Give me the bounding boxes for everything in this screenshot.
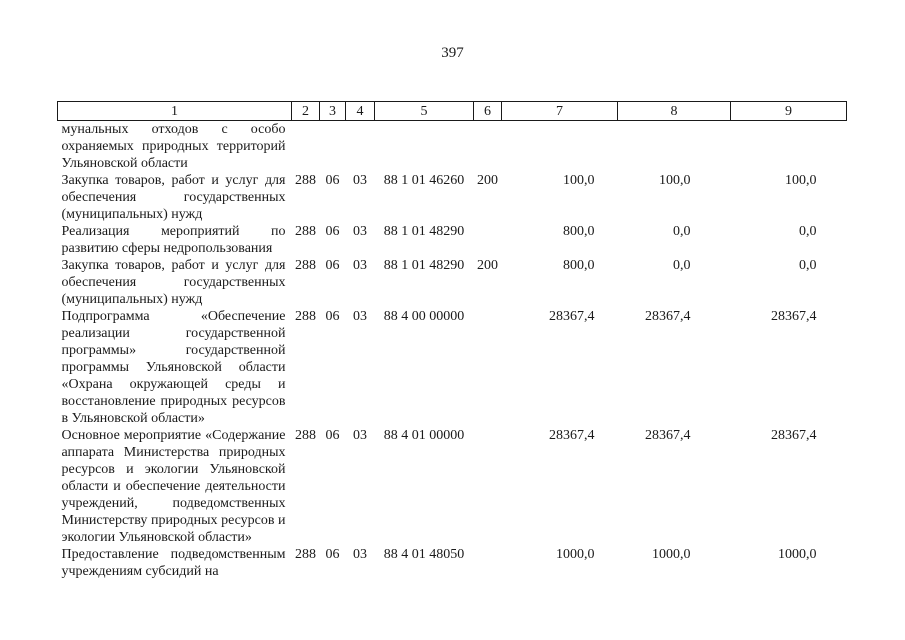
- column-header: 8: [618, 102, 731, 121]
- cell-rz: [320, 121, 346, 173]
- cell-csr: 88 1 01 46260: [383, 173, 465, 188]
- cell-amount-2: 0,0: [673, 258, 691, 273]
- row-name: Предоставление подведомственным учреждениям субсидий на: [61, 547, 286, 579]
- column-header: 9: [731, 102, 847, 121]
- cell-amount-1: 28367,4: [549, 309, 595, 324]
- header-row: [58, 102, 847, 121]
- cell-pr: 03: [353, 309, 367, 324]
- table-row: [58, 172, 847, 223]
- cell-vr: [474, 223, 502, 257]
- cell-rz: 06: [325, 258, 340, 273]
- cell-pr: 03: [353, 224, 367, 239]
- cell-amount-1: [502, 121, 618, 173]
- cell-vr: 200: [477, 173, 498, 188]
- cell-gr: 288: [295, 258, 316, 273]
- cell-csr: 88 4 01 00000: [383, 428, 465, 443]
- row-name: мунальных отходов с особо охраняемых природных территорий Ульяновской области: [61, 122, 286, 171]
- cell-vr: 200: [477, 258, 498, 273]
- table-row: [58, 427, 847, 546]
- cell-gr: 288: [295, 173, 316, 188]
- cell-pr: 03: [353, 258, 367, 273]
- cell-amount-3: 28367,4: [771, 309, 817, 324]
- table-header: [58, 102, 847, 121]
- cell-amount-3: [731, 121, 847, 173]
- cell-amount-3: 28367,4: [771, 428, 817, 443]
- cell-csr: [375, 121, 474, 173]
- table-row: [58, 257, 847, 308]
- cell-pr: 03: [353, 173, 367, 188]
- column-header: 4: [346, 102, 375, 121]
- cell-amount-1: 800,0: [563, 258, 595, 273]
- page-number: 397: [441, 45, 464, 61]
- cell-csr: 88 4 00 00000: [383, 309, 465, 324]
- cell-gr: [292, 121, 320, 173]
- cell-gr: 288: [295, 428, 316, 443]
- cell-amount-1: 100,0: [563, 173, 595, 188]
- cell-pr: 03: [353, 547, 367, 562]
- table-row: [58, 546, 847, 580]
- cell-amount-3: 0,0: [799, 224, 817, 239]
- cell-csr: 88 1 01 48290: [383, 258, 465, 273]
- cell-csr: 88 4 01 48050: [383, 547, 465, 562]
- cell-rz: 06: [325, 428, 340, 443]
- column-header: 3: [320, 102, 346, 121]
- cell-gr: 288: [295, 309, 316, 324]
- cell-rz: 06: [325, 547, 340, 562]
- cell-amount-2: 0,0: [673, 224, 691, 239]
- cell-vr: [474, 121, 502, 173]
- cell-amount-1: 28367,4: [549, 428, 595, 443]
- cell-amount-2: 28367,4: [645, 428, 691, 443]
- cell-csr: 88 1 01 48290: [383, 224, 465, 239]
- cell-pr: 03: [353, 428, 367, 443]
- row-name: Закупка товаров, работ и услуг для обеспечения государственных (муниципальных) нужд: [61, 173, 286, 222]
- cell-amount-2: [618, 121, 731, 173]
- column-header: 7: [502, 102, 618, 121]
- row-name: Реализация мероприятий по развитию сферы недропользования: [61, 224, 286, 256]
- row-name: Подпрограмма «Обеспечение реализации государственной программы» государственной программы Ульяновской области «Охрана окружающей среды и восстановление природных ресурсов в Ульяновской области»: [61, 309, 286, 426]
- row-name: Закупка товаров, работ и услуг для обеспечения государственных (муниципальных) нужд: [61, 258, 286, 307]
- cell-amount-1: 800,0: [563, 224, 595, 239]
- cell-gr: 288: [295, 547, 316, 562]
- cell-vr: [474, 546, 502, 580]
- cell-pr: [346, 121, 375, 173]
- cell-vr: [474, 308, 502, 427]
- column-header: 1: [58, 102, 292, 121]
- table-row: [58, 121, 847, 173]
- cell-rz: 06: [325, 173, 340, 188]
- cell-rz: 06: [325, 224, 340, 239]
- row-name: Основное мероприятие «Содержание аппарата Министерства природных ресурсов и экологии Ульяновской области и обеспечение деятельности учреждений, подведомственных Министерству природных ресурсов и экологии Ульяновской области»: [61, 428, 286, 545]
- table-body: [58, 121, 847, 581]
- table-row: [58, 223, 847, 257]
- cell-amount-2: 100,0: [659, 173, 691, 188]
- cell-amount-1: 1000,0: [556, 547, 595, 562]
- column-header: 6: [474, 102, 502, 121]
- cell-amount-3: 100,0: [785, 173, 817, 188]
- column-header: 5: [375, 102, 474, 121]
- cell-amount-3: 0,0: [799, 258, 817, 273]
- column-header: 2: [292, 102, 320, 121]
- budget-table: [57, 101, 847, 580]
- table-row: [58, 308, 847, 427]
- cell-amount-2: 1000,0: [652, 547, 691, 562]
- cell-vr: [474, 427, 502, 546]
- cell-amount-2: 28367,4: [645, 309, 691, 324]
- cell-gr: 288: [295, 224, 316, 239]
- cell-amount-3: 1000,0: [778, 547, 817, 562]
- cell-rz: 06: [325, 309, 340, 324]
